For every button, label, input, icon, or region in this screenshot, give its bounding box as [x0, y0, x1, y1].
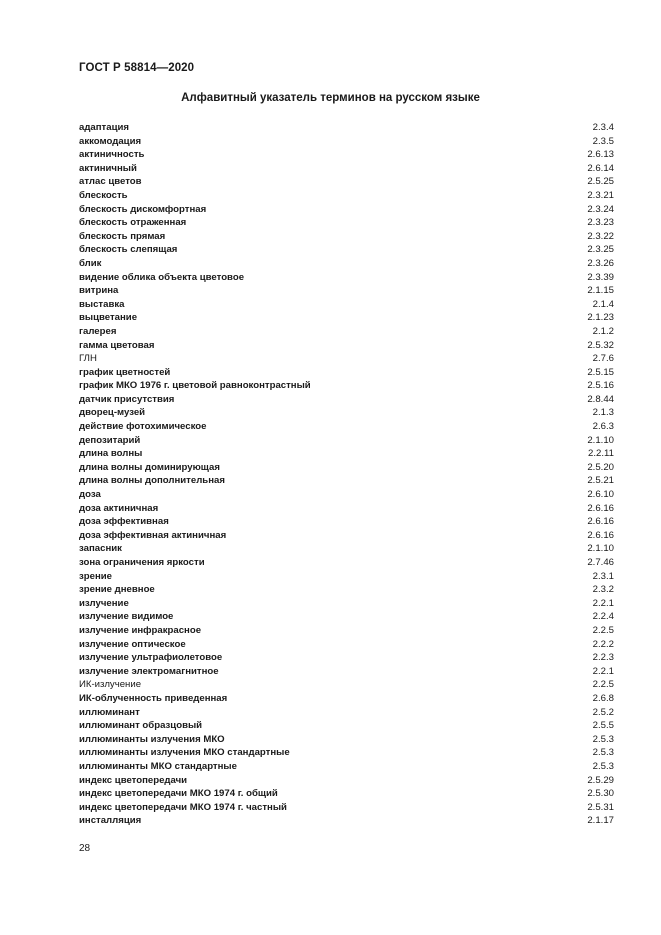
index-reference: 2.5.3 — [592, 733, 614, 745]
index-term: блескость прямая — [79, 230, 166, 242]
index-term: депозитарий — [79, 434, 141, 446]
index-entry — [79, 216, 614, 230]
index-term: запасник — [79, 543, 122, 555]
index-reference: 2.5.5 — [592, 720, 614, 732]
index-term: график МКО 1976 г. цветовой равноконтрастный — [79, 380, 311, 392]
index-entry — [79, 135, 614, 149]
index-entry — [79, 162, 614, 176]
index-entry — [79, 325, 614, 339]
index-term: блик — [79, 257, 102, 269]
index-entry — [79, 692, 614, 706]
index-term: излучение инфракрасное — [79, 624, 202, 636]
index-term: индекс цветопередачи — [79, 774, 188, 786]
index-term: видение облика объекта цветовое — [79, 271, 245, 283]
index-term: актиничный — [79, 162, 137, 174]
index-term: галерея — [79, 325, 117, 337]
index-entry — [79, 719, 614, 733]
index-entry — [79, 461, 614, 475]
index-reference: 2.6.16 — [587, 516, 614, 528]
index-reference: 2.1.4 — [592, 298, 614, 310]
index-term: длина волны — [79, 448, 143, 460]
index-entry — [79, 746, 614, 760]
index-term: актиничность — [79, 149, 145, 161]
index-entry — [79, 651, 614, 665]
index-entry — [79, 801, 614, 815]
index-entry — [79, 474, 614, 488]
index-reference: 2.2.1 — [592, 665, 614, 677]
index-entry — [79, 379, 614, 393]
index-entry — [79, 366, 614, 380]
index-reference: 2.3.25 — [587, 244, 614, 256]
index-reference: 2.3.5 — [592, 135, 614, 147]
index-term: излучение ультрафиолетовое — [79, 652, 223, 664]
index-term: иллюминанты излучения МКО — [79, 733, 225, 745]
index-term: излучение видимое — [79, 611, 174, 623]
index-entry — [79, 597, 614, 611]
index-reference: 2.5.31 — [587, 801, 614, 813]
index-term: дворец-музей — [79, 407, 146, 419]
index-entry — [79, 298, 614, 312]
index-reference: 2.2.3 — [592, 652, 614, 664]
index-title: Алфавитный указатель терминов на русском языке — [181, 92, 480, 104]
index-term: длина волны дополнительная — [79, 475, 225, 487]
index-reference: 2.1.10 — [587, 543, 614, 555]
index-reference: 2.6.14 — [587, 162, 614, 174]
index-reference: 2.3.1 — [592, 570, 614, 582]
index-term: длина волны доминирующая — [79, 461, 220, 473]
index-term: зрение — [79, 570, 112, 582]
index-reference: 2.6.3 — [592, 421, 614, 433]
index-entry — [79, 393, 614, 407]
term-index-list — [79, 121, 614, 828]
index-reference: 2.5.15 — [587, 366, 614, 378]
index-entry — [79, 610, 614, 624]
index-reference: 2.1.2 — [592, 325, 614, 337]
index-term: доза эффективная актиничная — [79, 529, 227, 541]
index-term: ИК-облученность приведенная — [79, 692, 228, 704]
index-term: блескость дискомфортная — [79, 203, 207, 215]
index-reference: 2.5.2 — [592, 706, 614, 718]
index-term: блескость — [79, 189, 128, 201]
index-reference: 2.3.4 — [592, 122, 614, 133]
index-entry — [79, 665, 614, 679]
index-term: блескость слепящая — [79, 244, 178, 256]
index-term: доза — [79, 489, 101, 501]
index-reference: 2.5.3 — [592, 760, 614, 772]
index-entry — [79, 434, 614, 448]
index-term: ГЛН — [79, 353, 97, 365]
index-entry — [79, 678, 614, 692]
index-term: излучение оптическое — [79, 638, 186, 650]
index-entry — [79, 624, 614, 638]
index-term: иллюминанты МКО стандартные — [79, 760, 237, 772]
index-entry — [79, 733, 614, 747]
index-entry — [79, 447, 614, 461]
index-entry — [79, 638, 614, 652]
index-entry — [79, 787, 614, 801]
index-reference: 2.6.16 — [587, 502, 614, 514]
index-term: витрина — [79, 285, 119, 297]
index-entry — [79, 230, 614, 244]
index-term: адаптация — [79, 122, 129, 133]
index-reference: 2.3.21 — [587, 189, 614, 201]
index-reference: 2.6.16 — [587, 529, 614, 541]
index-reference: 2.1.3 — [592, 407, 614, 419]
index-reference: 2.2.5 — [592, 679, 614, 691]
index-term: доза актиничная — [79, 502, 159, 514]
page-number: 28 — [79, 843, 91, 854]
index-term: ИК-излучение — [79, 679, 142, 691]
index-entry — [79, 515, 614, 529]
index-entry — [79, 774, 614, 788]
index-entry — [79, 814, 614, 828]
index-entry — [79, 203, 614, 217]
index-reference: 2.5.21 — [587, 475, 614, 487]
index-reference: 2.7.6 — [592, 353, 614, 365]
index-reference: 2.8.44 — [587, 393, 614, 405]
index-term: график цветностей — [79, 366, 171, 378]
index-term: действие фотохимическое — [79, 421, 207, 433]
index-entry — [79, 570, 614, 584]
index-entry — [79, 189, 614, 203]
index-reference: 2.2.4 — [592, 611, 614, 623]
index-term: датчик присутствия — [79, 393, 175, 405]
index-term: атлас цветов — [79, 176, 142, 188]
index-reference: 2.5.32 — [587, 339, 614, 351]
index-entry — [79, 420, 614, 434]
index-entry — [79, 284, 614, 298]
index-entry — [79, 243, 614, 257]
index-reference: 2.2.5 — [592, 624, 614, 636]
index-reference: 2.2.11 — [588, 448, 614, 460]
index-reference: 2.3.22 — [587, 230, 614, 242]
index-term: индекс цветопередачи МКО 1974 г. общий — [79, 788, 278, 800]
index-entry — [79, 406, 614, 420]
index-entry — [79, 488, 614, 502]
index-entry — [79, 175, 614, 189]
index-term: выцветание — [79, 312, 138, 324]
index-term: излучение — [79, 597, 129, 609]
index-reference: 2.5.20 — [587, 461, 614, 473]
index-reference: 2.1.23 — [587, 312, 614, 324]
index-entry — [79, 121, 614, 135]
index-term: иллюминант — [79, 706, 140, 718]
index-reference: 2.6.13 — [587, 149, 614, 161]
index-term: гамма цветовая — [79, 339, 155, 351]
index-term: зрение дневное — [79, 584, 155, 596]
index-entry — [79, 706, 614, 720]
index-entry — [79, 339, 614, 353]
index-entry — [79, 257, 614, 271]
index-reference: 2.3.24 — [587, 203, 614, 215]
index-term: зона ограничения яркости — [79, 557, 205, 568]
index-term: иллюминанты излучения МКО стандартные — [79, 747, 290, 759]
index-entry — [79, 542, 614, 556]
index-term: блескость отраженная — [79, 217, 187, 229]
index-reference: 2.1.15 — [587, 285, 614, 297]
index-reference: 2.1.17 — [587, 815, 614, 827]
index-term: инсталляция — [79, 815, 142, 827]
index-reference: 2.2.2 — [592, 638, 614, 650]
index-reference: 2.2.1 — [592, 597, 614, 609]
document-code: ГОСТ Р 58814—2020 — [79, 62, 195, 74]
index-reference: 2.5.25 — [587, 176, 614, 188]
index-reference: 2.7.46 — [587, 557, 614, 568]
index-term: иллюминант образцовый — [79, 720, 203, 732]
index-reference: 2.1.10 — [587, 434, 614, 446]
index-entry — [79, 529, 614, 543]
index-reference: 2.5.3 — [592, 747, 614, 759]
index-reference: 2.3.2 — [592, 584, 614, 596]
index-term: выставка — [79, 298, 125, 310]
index-reference: 2.5.30 — [587, 788, 614, 800]
index-reference: 2.6.10 — [587, 489, 614, 501]
index-reference: 2.6.8 — [592, 692, 614, 704]
index-term: излучение электромагнитное — [79, 665, 219, 677]
index-entry — [79, 583, 614, 597]
index-entry — [79, 352, 614, 366]
index-reference: 2.5.29 — [587, 774, 614, 786]
index-term: индекс цветопередачи МКО 1974 г. частный — [79, 801, 287, 813]
index-entry — [79, 760, 614, 774]
index-term: доза эффективная — [79, 516, 169, 528]
index-entry — [79, 271, 614, 285]
index-reference: 2.5.16 — [587, 380, 614, 392]
index-entry — [79, 502, 614, 516]
index-entry — [79, 311, 614, 325]
index-entry — [79, 148, 614, 162]
index-term: аккомодация — [79, 135, 142, 147]
index-reference: 2.3.39 — [587, 271, 614, 283]
index-reference: 2.3.23 — [587, 217, 614, 229]
index-entry — [79, 556, 614, 570]
index-reference: 2.3.26 — [587, 257, 614, 269]
